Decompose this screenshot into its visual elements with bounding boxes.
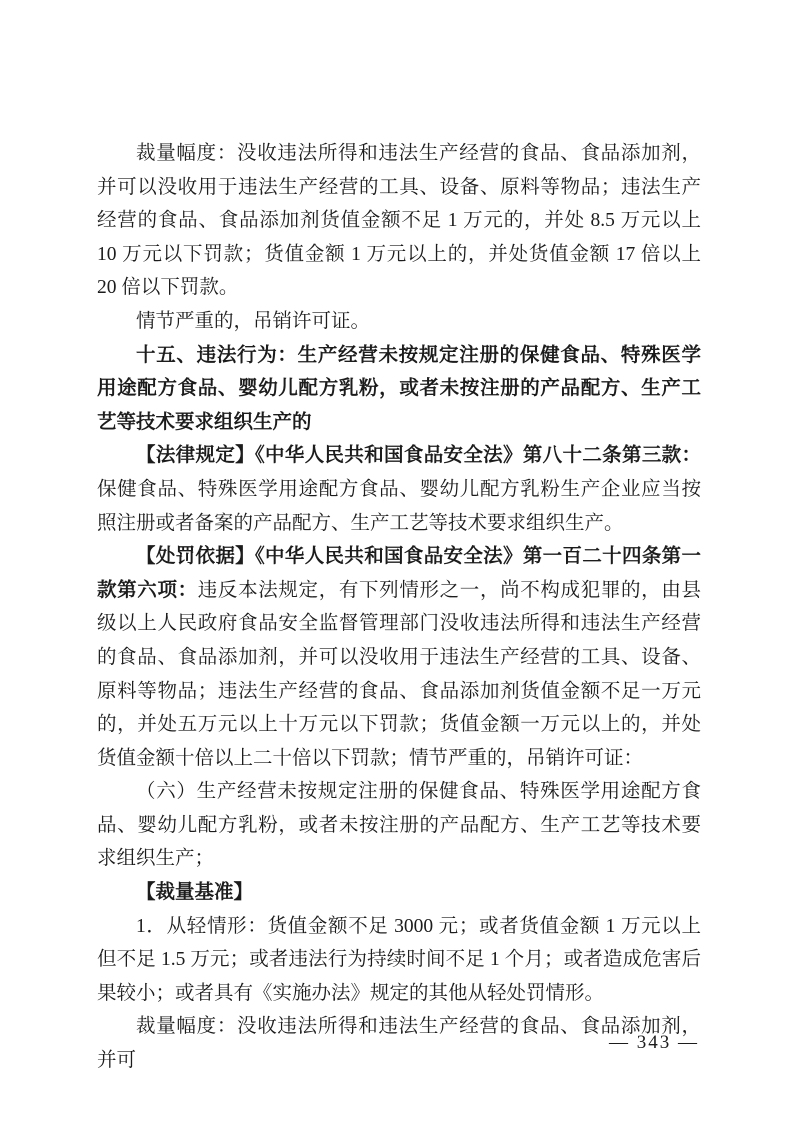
paragraph-lead-label: 【处罚依据】《中华人民共和国食品安全法》第一百二十四条第一款第六项：	[97, 546, 701, 601]
paragraph: 裁量幅度：没收违法所得和违法生产经营的食品、食品添加剂，并可	[97, 1016, 701, 1072]
paragraph-lead-label: 【裁量基准】	[136, 882, 254, 904]
document-body	[97, 137, 701, 1078]
paragraph	[97, 876, 701, 910]
paragraph: 裁量幅度：没收违法所得和违法生产经营的食品、食品添加剂，并可以没收用于违法生产经营的工具、设备、原料等物品；违法生产经营的食品、食品添加剂货值金额不足 1 万元的，并处 8.5 万元以上 10 万元以下罚款；货值金额 1 万元以上的，并处货值金额 17 倍以上 20 倍以下罚款。	[97, 143, 701, 299]
paragraph: 情节严重的，吊销许可证。	[136, 310, 371, 332]
page-number: — 343 —	[609, 1032, 699, 1053]
paragraph: 1．从轻情形：货值金额不足 3000 元；或者货值金额 1 万元以上但不足 1.5 万元；或者违法行为持续时间不足 1 个月；或者造成危害后果较小；或者具有《实施办法》规定的其他从轻处罚情形。	[97, 915, 701, 1004]
paragraph: 【处罚依据】《中华人民共和国食品安全法》第一百二十四条第一款第六项：违反本法规定，有下列情形之一，尚不构成犯罪的，由县级以上人民政府食品安全监督管理部门没收违法所得和违法生产经营的食品、食品添加剂，并可以没收用于违法生产经营的工具、设备、原料等物品；违法生产经营的食品、食品添加剂货值金额不足一万元的，并处五万元以上十万元以下罚款；货值金额一万元以上的，并处货值金额十倍以上二十倍以下罚款；情节严重的，吊销许可证：	[97, 546, 701, 769]
paragraph-lead-label: 【法律规定】《中华人民共和国食品安全法》第八十二条第三款：	[136, 445, 701, 467]
paragraph: （六）生产经营未按规定注册的保健食品、特殊医学用途配方食品、婴幼儿配方乳粉，或者未按注册的产品配方、生产工艺等技术要求组织生产；	[97, 781, 701, 870]
section-heading: 十五、违法行为：生产经营未按规定注册的保健食品、特殊医学用途配方食品、婴幼儿配方乳粉，或者未按注册的产品配方、生产工艺等技术要求组织生产的	[97, 343, 701, 433]
paragraph: 【法律规定】《中华人民共和国食品安全法》第八十二条第三款：保健食品、特殊医学用途配方食品、婴幼儿配方乳粉生产企业应当按照注册或者备案的产品配方、生产工艺等技术要求组织生产。	[97, 445, 701, 534]
